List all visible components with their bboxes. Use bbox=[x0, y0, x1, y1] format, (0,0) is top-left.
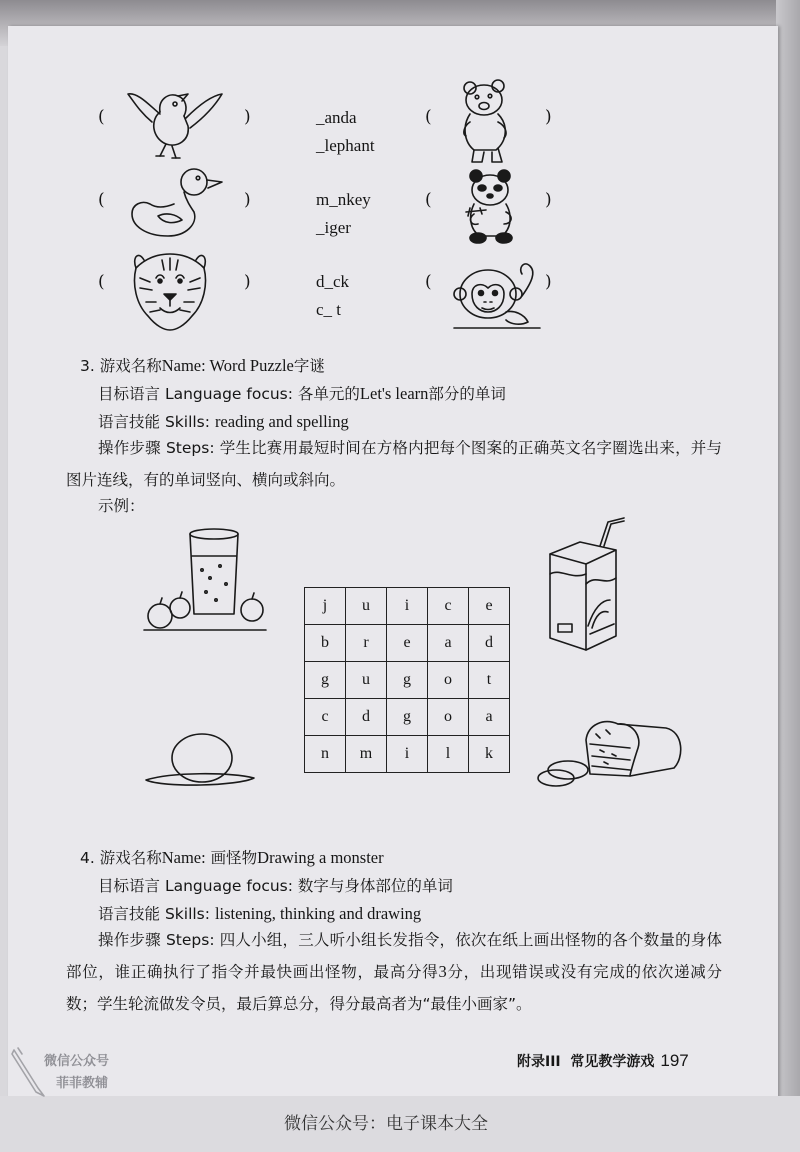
left-paren: ( bbox=[98, 190, 105, 210]
grid-row bbox=[305, 625, 510, 662]
monkey-icon bbox=[452, 262, 542, 330]
word-blank: d_ck bbox=[316, 272, 350, 291]
grid-cell: i bbox=[387, 736, 428, 773]
word-puzzle-grid bbox=[304, 587, 510, 773]
word-blank: _anda bbox=[316, 108, 357, 127]
grid-cell: j bbox=[305, 588, 346, 625]
game3-focus: 目标语言 Language focus: 各单元的Let's learn部分的单词 bbox=[98, 384, 506, 403]
bird-icon bbox=[120, 82, 230, 162]
game3-example-label: 示例： bbox=[98, 497, 145, 515]
grid-cell: l bbox=[428, 736, 469, 773]
book-spine-edge bbox=[776, 0, 800, 1152]
right-paren: ) bbox=[545, 272, 552, 292]
grid-cell: u bbox=[346, 662, 387, 699]
bread-icon bbox=[534, 714, 684, 790]
grid-cell: o bbox=[428, 699, 469, 736]
grid-cell: i bbox=[387, 588, 428, 625]
watermark-line1: 微信公众号 bbox=[44, 1054, 110, 1069]
game3-title: 3. 游戏名称Name: Word Puzzle字谜 bbox=[80, 356, 325, 375]
right-paren: ) bbox=[244, 272, 251, 292]
juice-icon bbox=[140, 526, 270, 632]
word-blank: c_ t bbox=[316, 300, 342, 319]
left-paren: ( bbox=[425, 107, 432, 127]
left-paren: ( bbox=[98, 272, 105, 292]
game4-steps: 操作步骤 Steps: 四人小组，三人听小组长发指令，依次在纸上画出怪物的各个数量的身体部位，谁正确执行了指令并最快画出怪物，最高分得3分，出现错误或没有完成的依次递减分数；学生轮流做发令员，最后算总分，得分最高者为“最佳小画家”。 bbox=[66, 931, 722, 1013]
bottom-caption: 微信公众号：电子课本大全 bbox=[284, 1114, 488, 1134]
milk-carton-icon bbox=[540, 516, 630, 654]
grid-cell: g bbox=[387, 662, 428, 699]
bear-icon bbox=[456, 78, 520, 166]
left-paren: ( bbox=[425, 190, 432, 210]
word-blank: _lephant bbox=[316, 136, 375, 155]
grid-row bbox=[305, 699, 510, 736]
egg-icon bbox=[142, 730, 258, 790]
grid-row bbox=[305, 588, 510, 625]
right-paren: ) bbox=[244, 107, 251, 127]
game4-focus: 目标语言 Language focus: 数字与身体部位的单词 bbox=[98, 877, 453, 895]
game4-skills: 语言技能 Skills: listening, thinking and drawing bbox=[98, 904, 422, 923]
grid-cell: a bbox=[428, 625, 469, 662]
game3-skills: 语言技能 Skills: reading and spelling bbox=[98, 412, 349, 431]
grid-cell: n bbox=[305, 736, 346, 773]
page-number: 197 bbox=[660, 1051, 689, 1070]
grid-cell: e bbox=[469, 588, 510, 625]
grid-cell: u bbox=[346, 588, 387, 625]
watermark-line2: 菲菲教辅 bbox=[56, 1076, 109, 1091]
word-blank: m_nkey bbox=[316, 190, 371, 209]
grid-cell: t bbox=[469, 662, 510, 699]
grid-cell: b bbox=[305, 625, 346, 662]
grid-cell: c bbox=[305, 699, 346, 736]
grid-cell: m bbox=[346, 736, 387, 773]
grid-cell: g bbox=[387, 699, 428, 736]
word-blank: _iger bbox=[316, 218, 351, 237]
grid-cell: e bbox=[387, 625, 428, 662]
grid-cell: o bbox=[428, 662, 469, 699]
game4-title: 4. 游戏名称Name: 画怪物Drawing a monster bbox=[80, 848, 384, 867]
grid-row bbox=[305, 736, 510, 773]
grid-cell: g bbox=[305, 662, 346, 699]
left-paren: ( bbox=[425, 272, 432, 292]
grid-cell: c bbox=[428, 588, 469, 625]
section-label: 常见教学游戏 bbox=[570, 1054, 655, 1070]
left-paren: ( bbox=[98, 107, 105, 127]
game3-steps: 操作步骤 Steps: 学生比赛用最短时间在方格内把每个图案的正确英文名字圈选出来，并与图片连线，有的单词竖向、横向或斜向。 bbox=[66, 439, 722, 489]
right-paren: ) bbox=[545, 190, 552, 210]
grid-cell: a bbox=[469, 699, 510, 736]
grid-cell: r bbox=[346, 625, 387, 662]
pen-icon bbox=[8, 1044, 48, 1100]
tiger-icon bbox=[130, 248, 210, 332]
appendix-label: 附录III bbox=[517, 1054, 561, 1070]
grid-cell: d bbox=[469, 625, 510, 662]
right-paren: ) bbox=[545, 107, 552, 127]
right-paren: ) bbox=[244, 190, 251, 210]
page-footer bbox=[517, 1051, 689, 1071]
grid-row bbox=[305, 662, 510, 699]
panda-icon bbox=[460, 168, 522, 244]
duck-icon bbox=[128, 164, 228, 242]
grid-cell: k bbox=[469, 736, 510, 773]
watermark-badge bbox=[8, 1044, 158, 1100]
grid-cell: d bbox=[346, 699, 387, 736]
